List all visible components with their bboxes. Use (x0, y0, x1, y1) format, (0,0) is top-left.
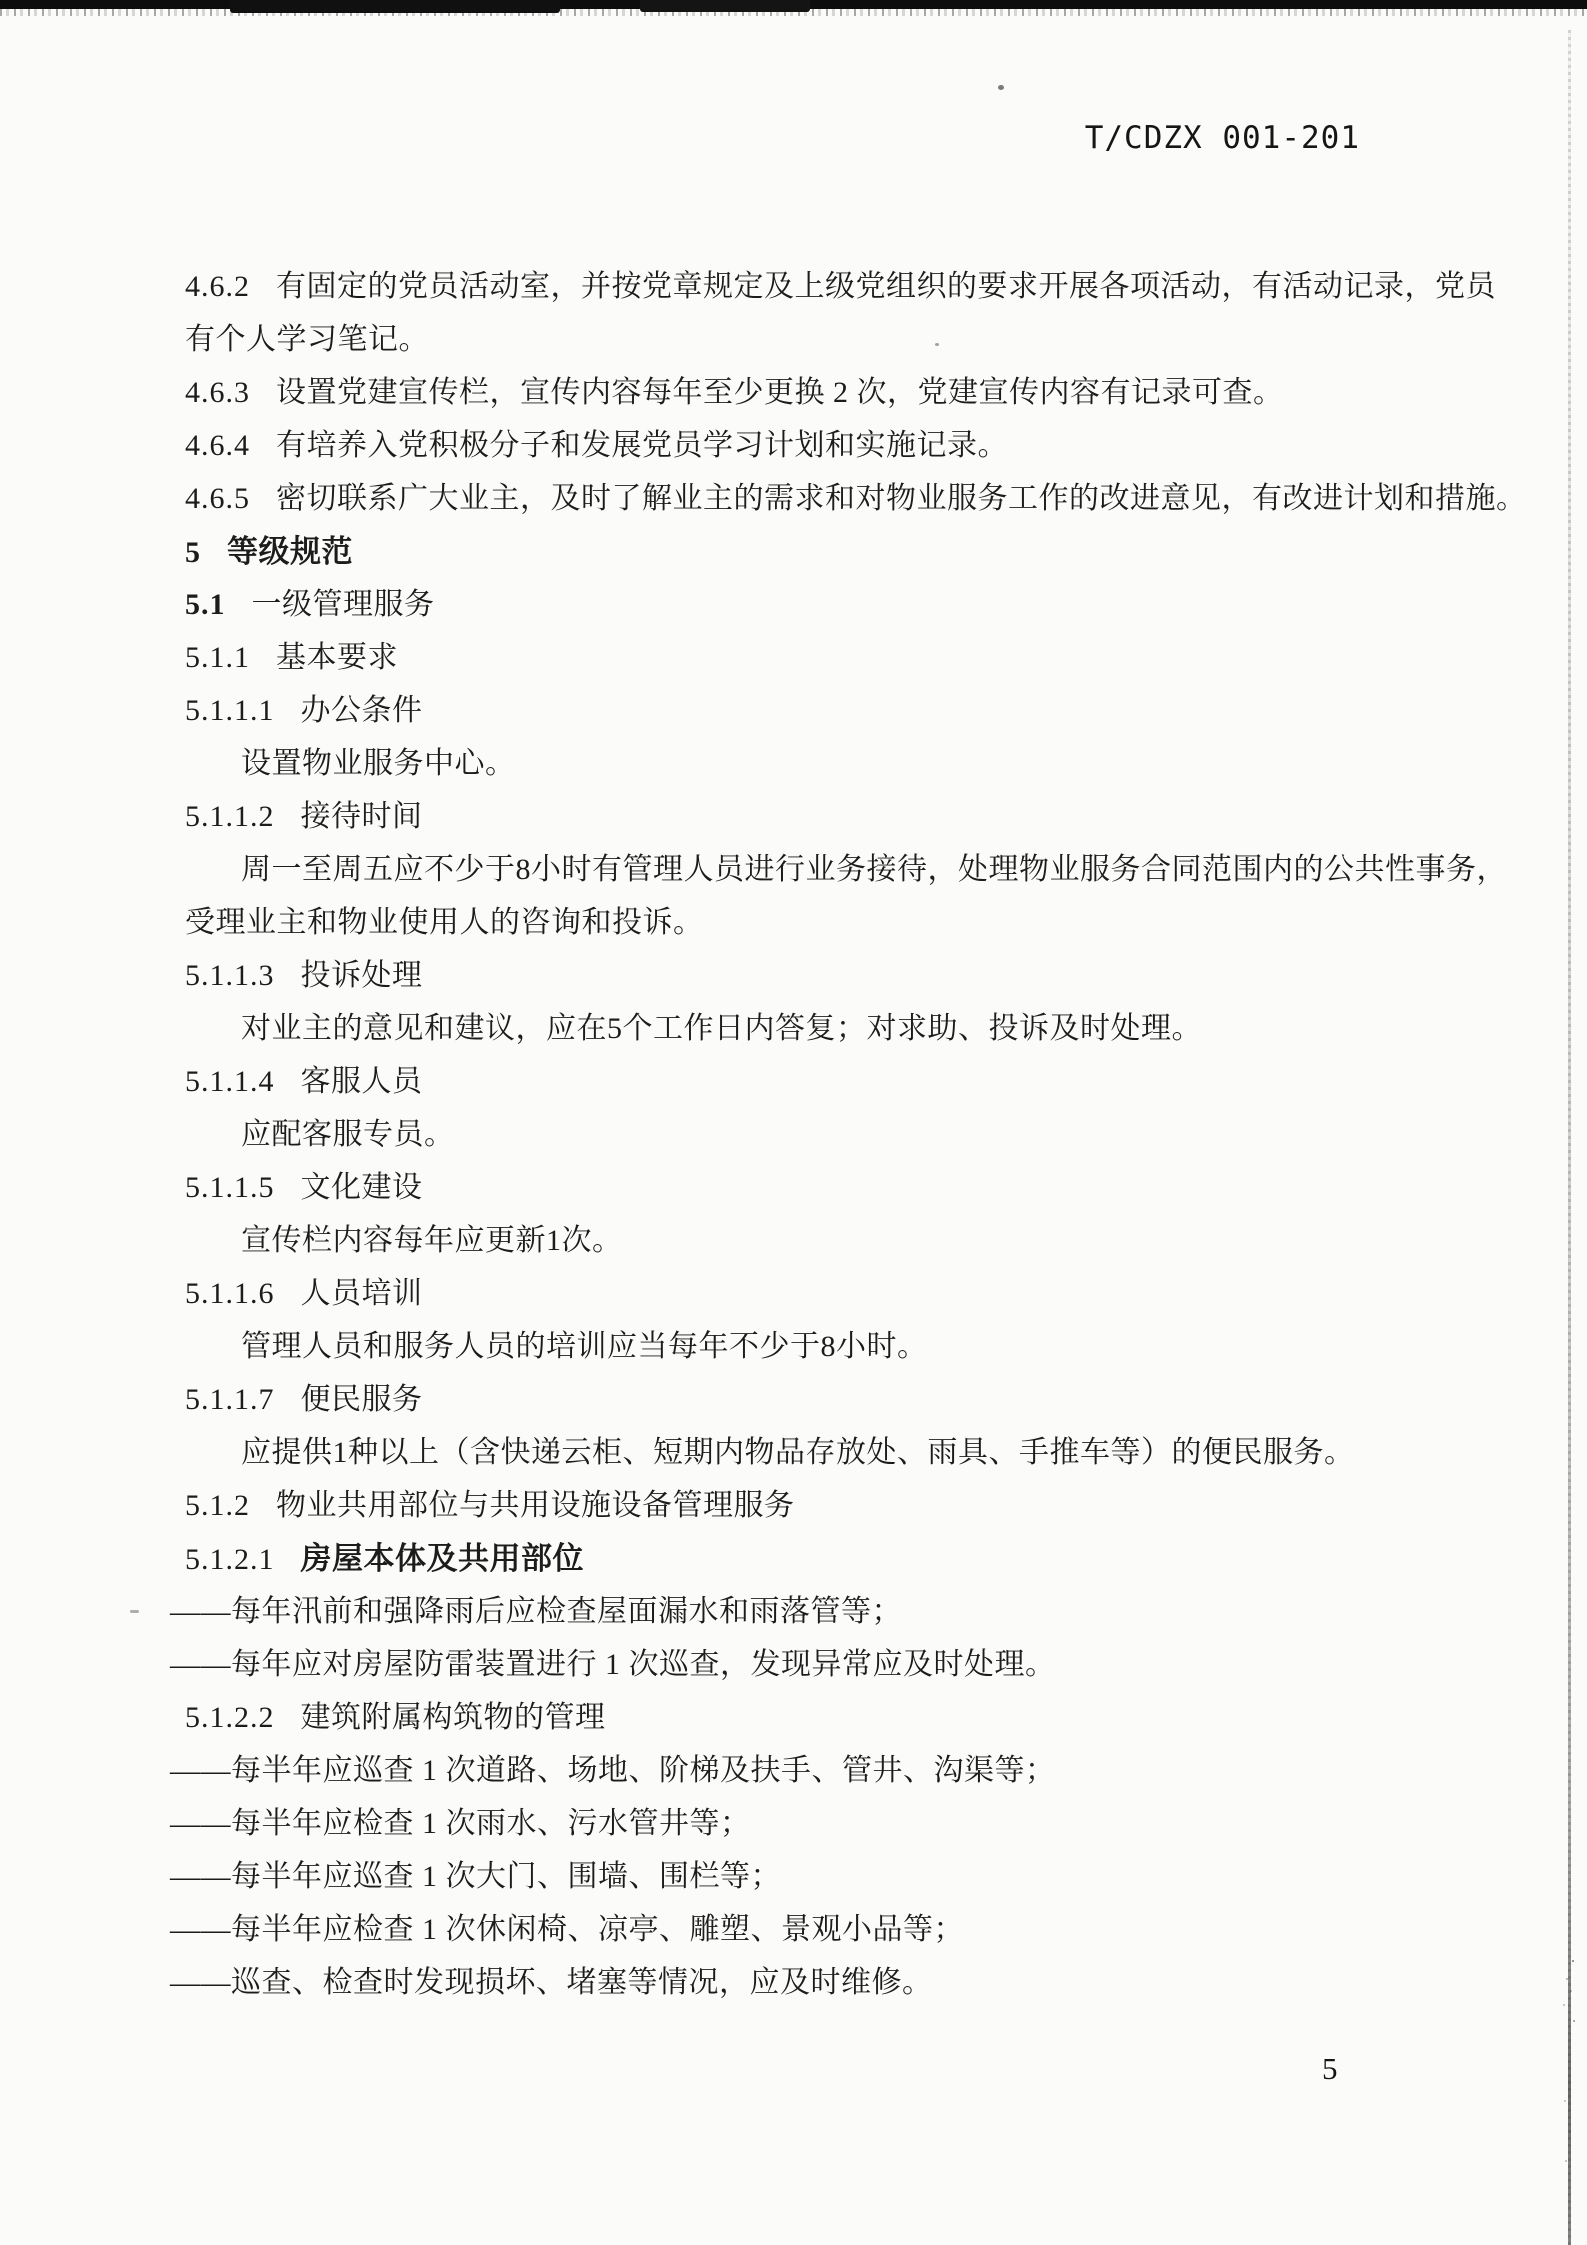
doc-line (170, 1956, 1465, 2009)
line-text: 应提供1种以上（含快递云柜、短期内物品存放处、雨具、手推车等）的便民服务。 (241, 1436, 1355, 1469)
doc-line (185, 1479, 1465, 1532)
line-text: 设置物业服务中心。 (241, 747, 516, 780)
doc-line (185, 313, 1465, 366)
doc-line (185, 790, 1465, 843)
line-text: 宣传栏内容每年应更新1次。 (241, 1224, 623, 1257)
doc-line (185, 737, 1465, 790)
line-number: 5.1.2.1 (185, 1543, 275, 1576)
doc-line (185, 472, 1527, 525)
line-text: 物业共用部位与共用设施设备管理服务 (276, 1489, 795, 1522)
doc-line (185, 684, 1465, 737)
line-text: 接待时间 (300, 800, 423, 833)
doc-line (185, 1161, 1465, 1214)
doc-line (185, 260, 1496, 313)
line-number: 4.6.3 (185, 376, 250, 409)
doc-line (185, 1691, 1465, 1744)
doc-line (170, 1638, 1465, 1691)
scan-speckles (1572, 1960, 1574, 1962)
doc-line (185, 843, 1507, 896)
line-text: 文化建设 (300, 1171, 423, 1204)
doc-line (185, 1267, 1465, 1320)
line-number: 5.1.1.6 (185, 1277, 275, 1310)
doc-line (170, 1585, 1465, 1638)
line-text: 办公条件 (300, 694, 423, 727)
line-text: 有个人学习笔记。 (185, 323, 429, 356)
document-body (170, 260, 1527, 2009)
doc-line (185, 1532, 1465, 1585)
doc-line (185, 419, 1465, 472)
line-text: ——每半年应巡查 1 次道路、场地、阶梯及扶手、管井、沟渠等； (170, 1754, 1056, 1787)
line-text: 投诉处理 (300, 959, 423, 992)
doc-line (185, 578, 1465, 631)
scan-top-edge-artifact (230, 0, 560, 13)
line-number: 5.1.2 (185, 1489, 250, 1522)
doc-line (185, 1426, 1465, 1479)
line-number: 5.1.1.7 (185, 1383, 275, 1416)
line-text: 一级管理服务 (251, 588, 435, 621)
doc-line (170, 1797, 1465, 1850)
line-number: 5.1.1.1 (185, 694, 275, 727)
line-text: ——每年汛前和强降雨后应检查屋面漏水和雨落管等； (170, 1595, 902, 1628)
line-text: 管理人员和服务人员的培训应当每年不少于8小时。 (241, 1330, 928, 1363)
scan-top-edge-artifact (640, 0, 810, 12)
doc-line (185, 1108, 1465, 1161)
line-text: 受理业主和物业使用人的咨询和投诉。 (185, 906, 704, 939)
doc-line (185, 1214, 1465, 1267)
line-text: 有培养入党积极分子和发展党员学习计划和实施记录。 (276, 429, 1008, 462)
doc-line (185, 1002, 1465, 1055)
doc-line (185, 525, 1465, 578)
line-text: ——每半年应巡查 1 次大门、围墙、围栏等； (170, 1860, 781, 1893)
doc-line (185, 631, 1465, 684)
line-text: ——巡查、检查时发现损坏、堵塞等情况，应及时维修。 (170, 1966, 933, 1999)
line-number: 5.1.1.3 (185, 959, 275, 992)
doc-line (170, 1850, 1465, 1903)
line-text: 周一至周五应不少于8小时有管理人员进行业务接待，处理物业服务合同范围内的公共性事务， (241, 853, 1507, 886)
line-number: 5.1.1.2 (185, 800, 275, 833)
doc-line (170, 1744, 1465, 1797)
line-text: 便民服务 (300, 1383, 423, 1416)
line-number: 5.1 (185, 588, 226, 621)
doc-line (185, 1320, 1465, 1373)
line-text: ——每半年应检查 1 次雨水、污水管井等； (170, 1807, 751, 1840)
line-number: 4.6.2 (185, 270, 250, 303)
line-text: 基本要求 (276, 641, 398, 674)
doc-line (185, 1055, 1465, 1108)
scan-speck (998, 85, 1004, 90)
line-text: 设置党建宣传栏，宣传内容每年至少更换 2 次，党建宣传内容有记录可查。 (276, 376, 1284, 409)
line-number: 5.1.1.4 (185, 1065, 275, 1098)
line-number: 5.1.1 (185, 641, 250, 674)
line-number: 5.1.2.2 (185, 1701, 275, 1734)
doc-line (170, 1903, 1465, 1956)
line-text: 人员培训 (300, 1277, 423, 1310)
line-text: 等级规范 (227, 534, 353, 569)
line-text: 对业主的意见和建议，应在5个工作日内答复；对求助、投诉及时处理。 (241, 1012, 1202, 1045)
line-text: ——每年应对房屋防雷装置进行 1 次巡查，发现异常应及时处理。 (170, 1648, 1056, 1681)
line-number: 5 (185, 536, 201, 569)
line-text: 应配客服专员。 (241, 1118, 455, 1151)
doc-line (185, 949, 1465, 1002)
doc-line (185, 896, 1465, 949)
page-number: 5 (1322, 2051, 1338, 2086)
line-text: 有固定的党员活动室，并按党章规定及上级党组织的要求开展各项活动，有活动记录，党员 (276, 270, 1496, 303)
line-number: 4.6.5 (185, 482, 250, 515)
scan-right-edge-artifact (1568, 30, 1571, 2245)
line-number: 5.1.1.5 (185, 1171, 275, 1204)
line-text: 房屋本体及共用部位 (300, 1541, 584, 1576)
line-text: 密切联系广大业主，及时了解业主的需求和对物业服务工作的改进意见，有改进计划和措施。 (276, 482, 1527, 515)
doc-line (185, 1373, 1465, 1426)
doc-line (185, 366, 1465, 419)
line-number: 4.6.4 (185, 429, 250, 462)
line-text: 客服人员 (300, 1065, 423, 1098)
standard-code-header: T/CDZX 001-201 (1084, 120, 1360, 156)
line-text: 建筑附属构筑物的管理 (300, 1701, 606, 1734)
line-text: ——每半年应检查 1 次休闲椅、凉亭、雕塑、景观小品等； (170, 1913, 964, 1946)
scan-speck (130, 1610, 139, 1613)
